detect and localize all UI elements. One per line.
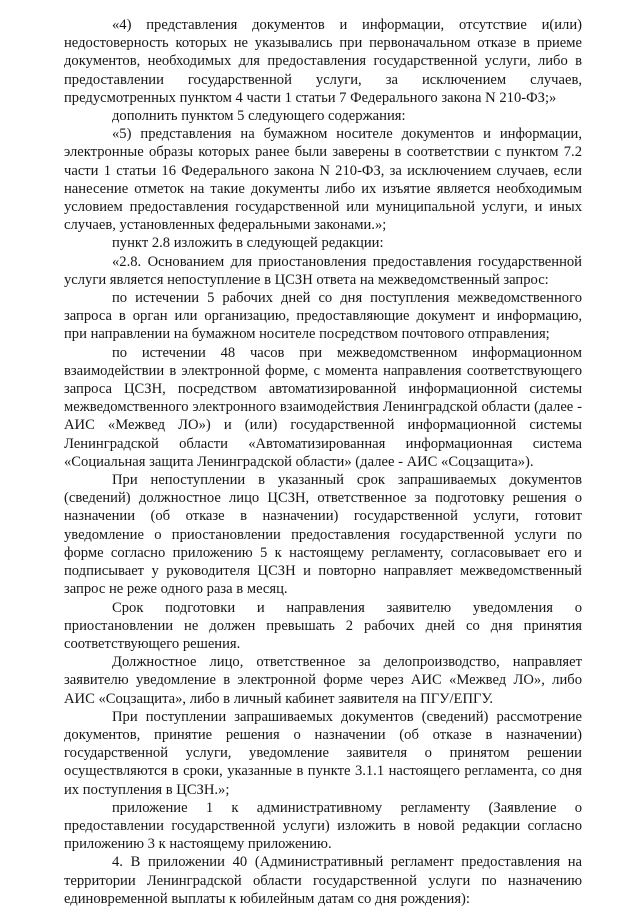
paragraph-appendix-1: приложение 1 к административному регламенту (Заявление о предоставлении государственной услуги) изложить в новой редакции согласно приложению 3 к настоящему приложению.	[64, 799, 582, 853]
paragraph-5-working-days: по истечении 5 рабочих дней со дня поступления межведомственного запроса в орган или организацию, предоставляющие документ и информацию, при направлении на бумажном носителе посредством почтового отправления;	[64, 290, 582, 343]
paragraph-non-receipt: При непоступлении в указанный срок запрашиваемых документов (сведений) должностное лицо ЦСЗН, ответственное за подготовку решения о назначении (об отказе в назначении) государственной услуги, готовит уведомление о приостановлении предоставления государственной услуги по форме согласно приложению 5 к настоящему регламенту, согласовывает его и подписывает у руководителя ЦСЗН и повторно направляет межведомственный запрос не реже одного раза в месяц.	[64, 472, 582, 598]
paragraph-clause-2-8: «2.8. Основанием для приостановления предоставления государственной услуги является непоступление в ЦСЗН ответа на межведомственный запрос:	[64, 253, 582, 288]
paragraph-notification-term: Срок подготовки и направления заявителю уведомления о приостановлении не должен превышать 2 рабочих дней со дня принятия соответствующего решения.	[64, 599, 582, 652]
document-body	[64, 16, 582, 908]
paragraph-48-hours: по истечении 48 часов при межведомственном информационном взаимодействии в электронной форме, с момента направления соответствующего запроса ЦСЗН, посредством автоматизированной информационной системы межведомственного электронного взаимодействия Ленинградской области (далее - АИС «Межвед ЛО») и (или) государственной информационной системы Ленинградской области «Автоматизированная информационная система «Социальная защита Ленинградской области» (далее - АИС «Соцзащита»).	[64, 344, 582, 470]
paragraph-documents-received: При поступлении запрашиваемых документов (сведений) рассмотрение документов, принятие решения о назначении (об отказе в назначении) государственной услуги, уведомление заявителя о принятом решении осуществляются в сроки, указанные в пункте 3.1.1 настоящего регламента, со дня их поступления в ЦСЗН.»;	[64, 708, 582, 798]
paragraph-add-item-5: дополнить пунктом 5 следующего содержания:	[112, 108, 406, 125]
paragraph-item-4-documents: «4) представления документов и информации, отсутствие и(или) недостоверность которых не указывались при первоначальном отказе в приеме документов, необходимых для предоставления государственной услуги, либо в предоставлении государственной услуги, за исключением случаев, предусмотренных пунктом 4 части 1 статьи 7 Федерального закона N 210-ФЗ;»	[64, 17, 582, 106]
paragraph-clause-2-8-intro: пункт 2.8 изложить в следующей редакции:	[112, 235, 384, 252]
paragraph-responsible-official: Должностное лицо, ответственное за делопроизводство, направляет заявителю уведомление в электронной форме через АИС «Межвед ЛО», либо АИС «Соцзащита», либо в личный кабинет заявителя на ПГУ/ЕПГУ.	[64, 654, 582, 707]
paragraph-appendix-40: 4. В приложении 40 (Административный регламент предоставления на территории Ленинградской области государственной услуги по назначению единовременной выплаты к юбилейным датам со дня рождения):	[64, 854, 582, 907]
paragraph-item-5-paper-documents: «5) представления на бумажном носителе документов и информации, электронные образы которых ранее были заверены в соответствии с пунктом 7.2 части 1 статьи 16 Федерального закона N 210-ФЗ, за исключением случаев, если нанесение отметок на такие документы либо их изъятие является необходимым условием предоставления государственной или муниципальной услуги, и иных случаев, установленных федеральными законами.»;	[64, 126, 582, 234]
